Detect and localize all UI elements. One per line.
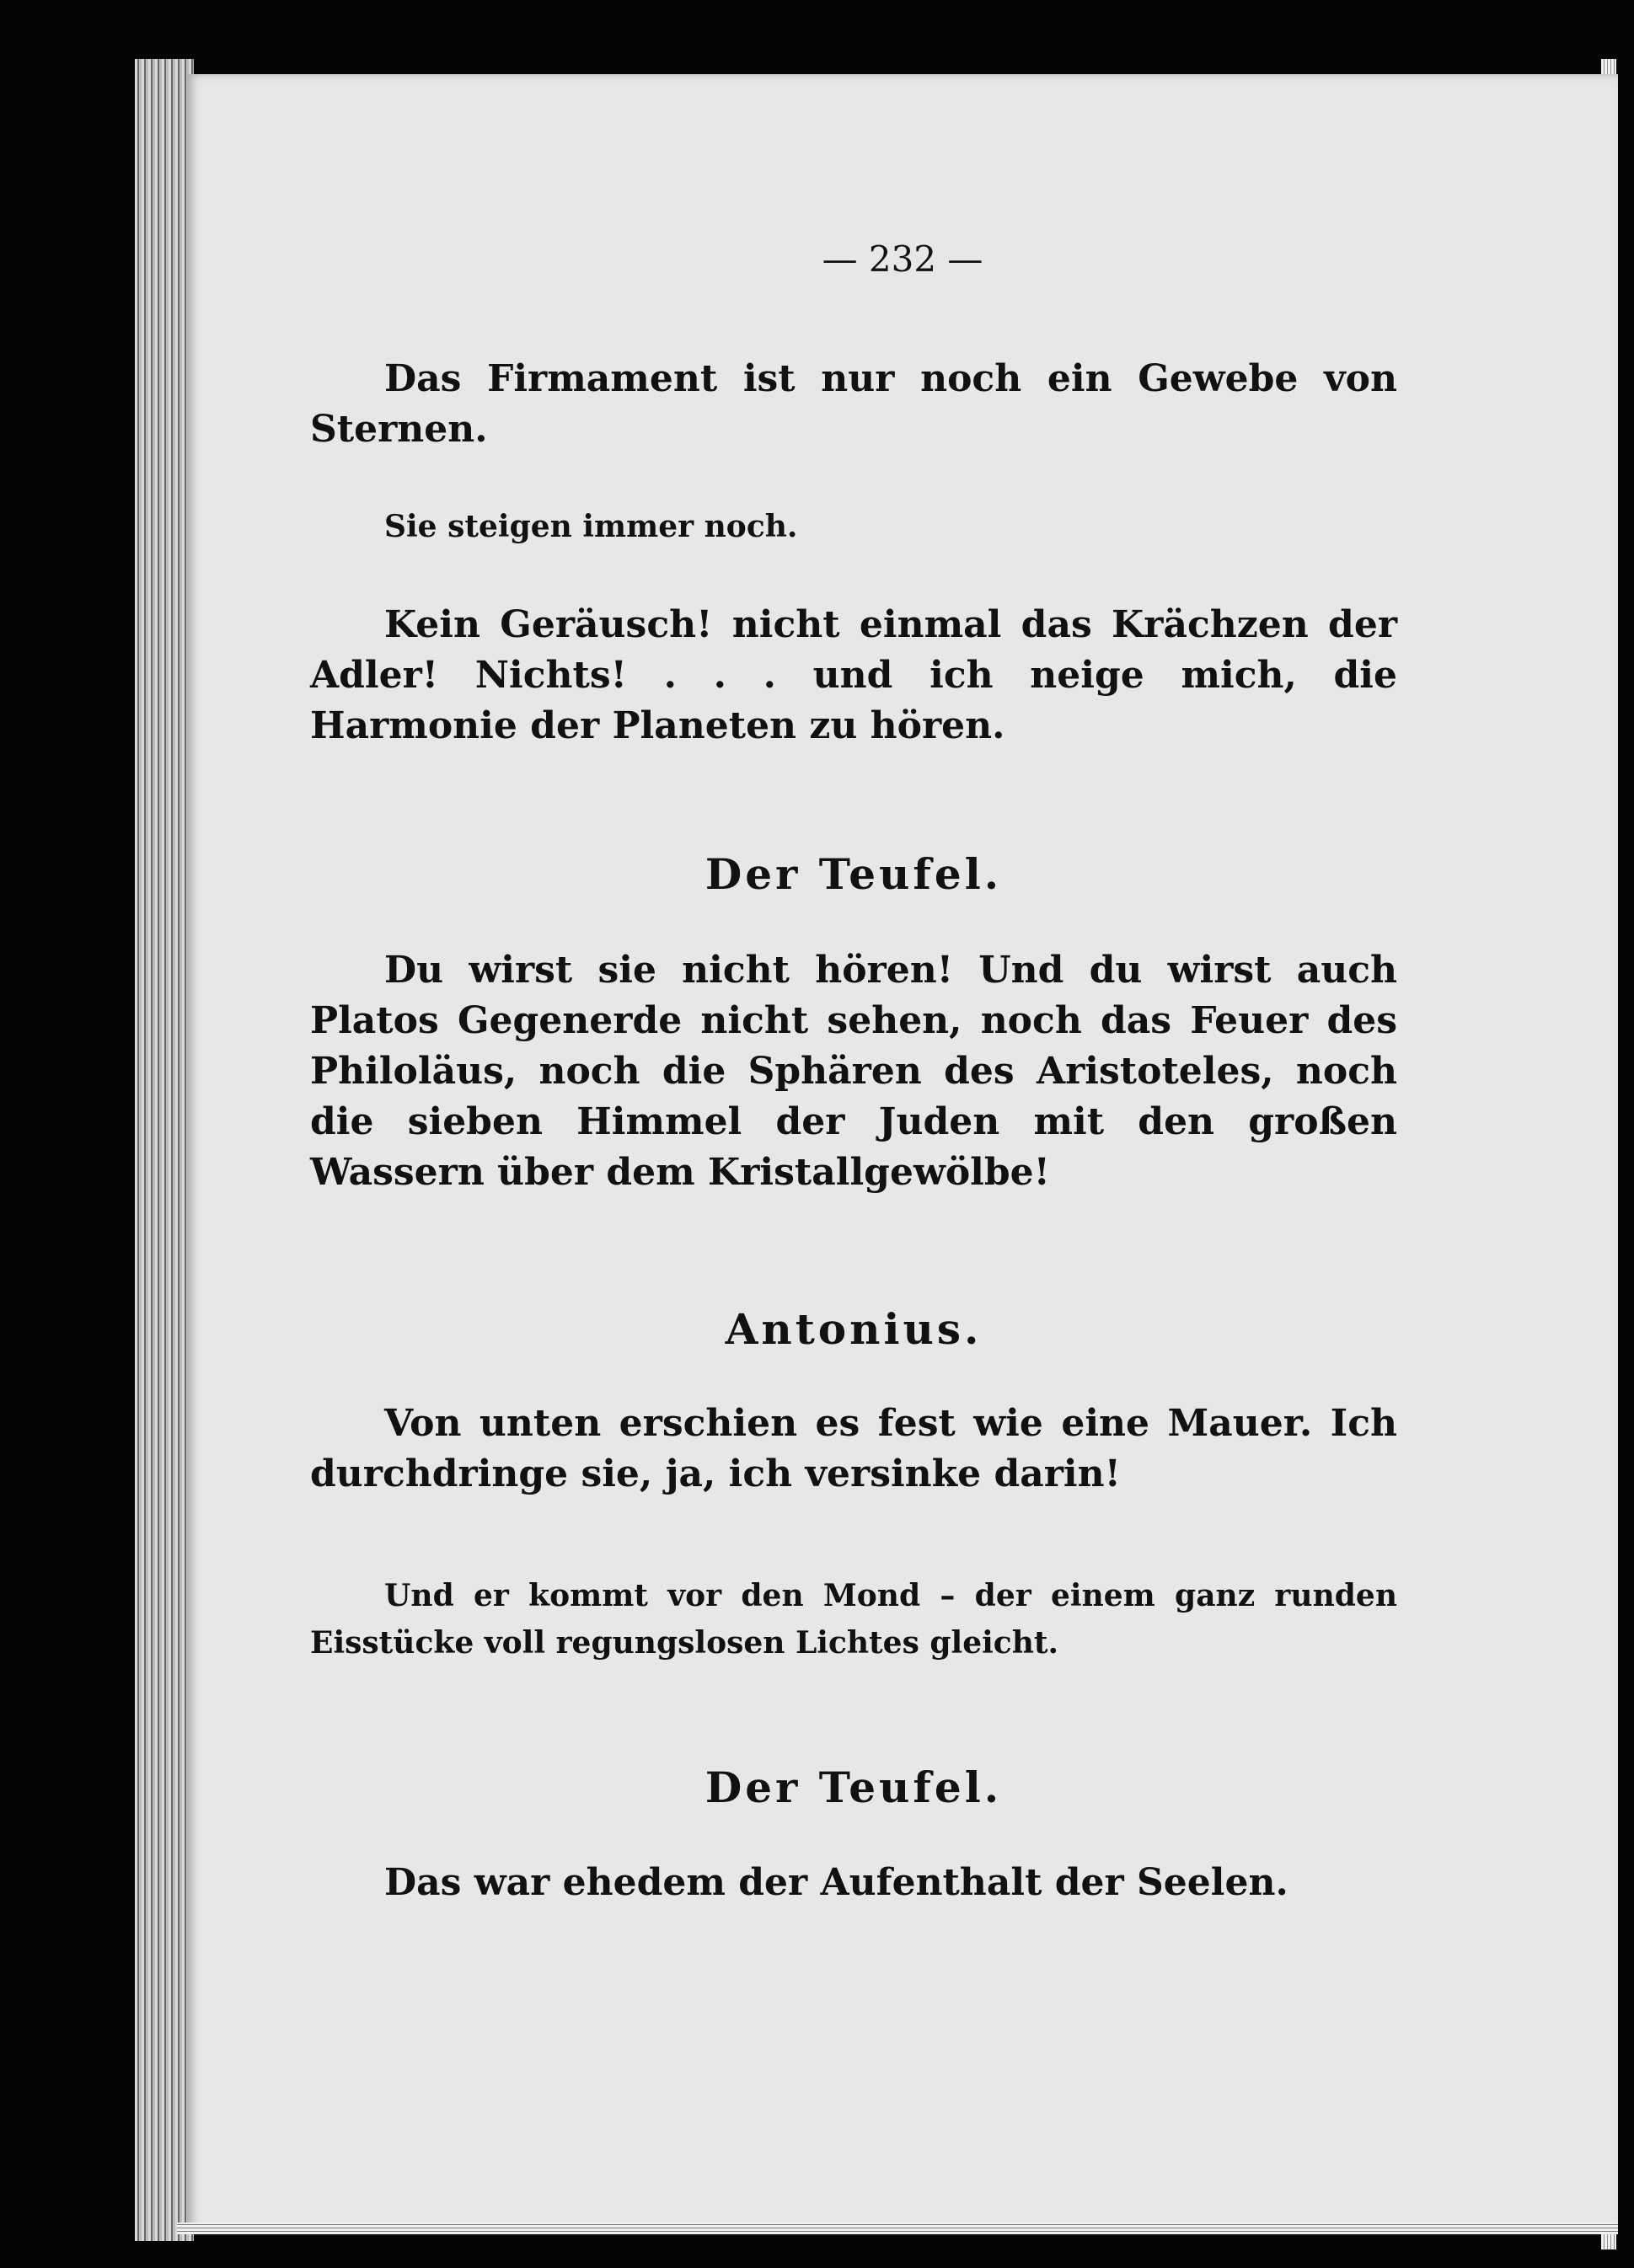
page-bottom-edge (177, 2223, 1618, 2234)
paragraph-von-unten: Von unten erschien es fest wie eine Mauer. Ich durchdringe sie, ja, ich versinke darin! (310, 1402, 1397, 1495)
paragraph-du-wirst: Du wirst sie nicht hören! Und du wirst auch Platos Gegenerde nicht sehen, noch das Feuer des Philoläus, noch die Sphären des Aristoteles, noch die sieben Himmel der Juden mit den großen Wassern über dem Kristallgewölbe! (310, 949, 1397, 1194)
stage-direction-steigen: Sie steigen immer noch. (384, 509, 798, 544)
page-number: — 232 — (822, 238, 983, 280)
speaker-heading-antonius: Antonius. (725, 1304, 983, 1354)
speaker-heading-teufel: Der Teufel. (704, 849, 1003, 899)
book-binding-edges (135, 59, 194, 2241)
speaker-heading-teufel-2: Der Teufel. (704, 1763, 1003, 1812)
paragraph-aufenthalt: Das war ehedem der Aufenthalt der Seelen. (384, 1861, 1288, 1904)
stage-direction-mond: Und er kommt vor den Mond – der einem ganz runden Eisstücke voll regungslosen Lichtes gleicht. (310, 1578, 1397, 1661)
paragraph-firmament: Das Firmament ist nur noch ein Gewebe von Sternen. (310, 357, 1397, 451)
paragraph-kein-geraeusch: Kein Geräusch! nicht einmal das Krächzen der Adler! Nichts! . . . und ich neige mich, die Harmonie der Planeten zu hören. (310, 603, 1397, 747)
